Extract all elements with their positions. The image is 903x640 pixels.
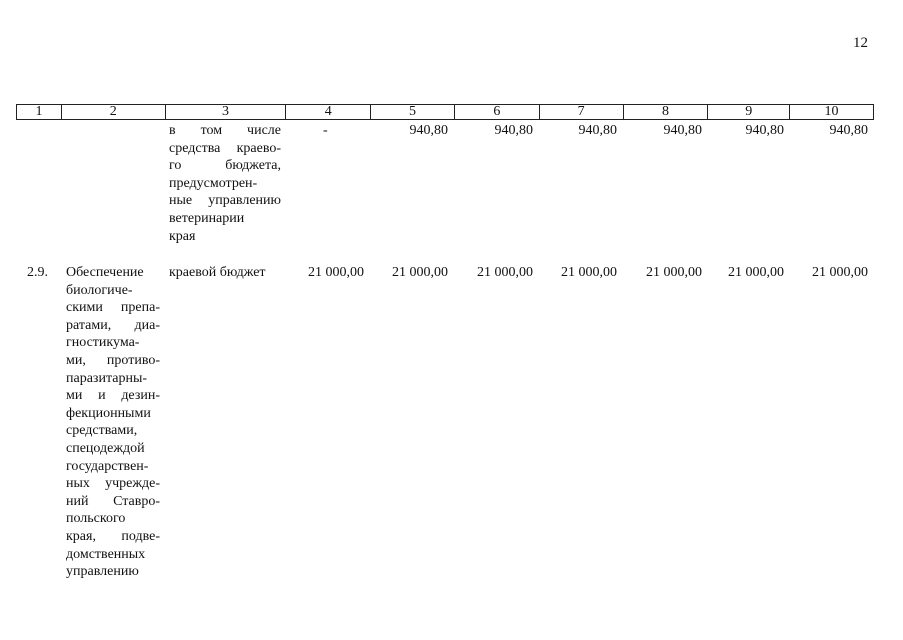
text-line: биологиче- (66, 282, 133, 298)
value-cell: - (323, 123, 328, 138)
value-cell: 940,80 (663, 123, 702, 138)
value-cell: 940,80 (745, 123, 784, 138)
text-line: скими препа- (66, 300, 160, 316)
text-line: в том числе (169, 123, 281, 138)
text-line: средствами, (66, 423, 138, 439)
text-line: края (169, 228, 196, 244)
value-cell: 940,80 (409, 123, 448, 138)
header-cell: 6 (454, 105, 539, 119)
value-cell: 21 000,00 (308, 265, 364, 280)
value-cell: 940,80 (829, 123, 868, 138)
header-cell: 5 (370, 105, 454, 119)
text-line: средства краево- (169, 140, 281, 156)
text-line: Обеспечение (66, 265, 144, 280)
row-number: 2.9. (27, 265, 48, 280)
row-source-cell (169, 122, 281, 245)
text-line: ми и дезин- (66, 388, 160, 404)
text-line: го бюджета, (169, 158, 281, 174)
text-line: гностикума- (66, 335, 140, 351)
value-cell: 940,80 (578, 123, 617, 138)
value-cell: 21 000,00 (728, 265, 784, 280)
text-line: предусмотрен- (169, 175, 258, 191)
header-cell: 9 (707, 105, 789, 119)
text-line: домственных (66, 546, 146, 562)
value-cell: 21 000,00 (561, 265, 617, 280)
header-cell: 1 (35, 104, 43, 119)
text-line: ных учрежде- (66, 476, 160, 492)
text-line: ратами, диа- (66, 317, 160, 333)
value-cell: 940,80 (494, 123, 533, 138)
text-line: паразитарны- (66, 370, 148, 386)
text-line: польского (66, 511, 126, 527)
text-line: управлению (66, 564, 139, 580)
value-cell: 21 000,00 (477, 265, 533, 280)
row-source-cell (169, 264, 266, 282)
row-name-cell (66, 264, 160, 581)
text-line: ветеринарии (169, 210, 245, 226)
value-cell: 21 000,00 (646, 265, 702, 280)
text-line: краевой бюджет (169, 265, 266, 280)
table-header-row (16, 104, 874, 120)
header-cell: 8 (623, 105, 708, 119)
text-line: края, подве- (66, 528, 160, 544)
text-line: спецодеждой (66, 440, 145, 456)
text-line: ми, противо- (66, 352, 160, 368)
value-cell: 21 000,00 (392, 265, 448, 280)
header-cell: 10 (789, 105, 873, 119)
page-number: 12 (853, 35, 868, 51)
value-cell: 21 000,00 (812, 265, 868, 280)
header-cell: 4 (285, 105, 370, 119)
text-line: ний Ставро- (66, 493, 160, 509)
text-line: государствен- (66, 458, 149, 474)
header-cell: 7 (539, 105, 623, 119)
header-cell: 2 (61, 105, 165, 119)
text-line: фекционными (66, 405, 151, 421)
text-line: ные управлению (169, 193, 281, 209)
header-cell: 3 (165, 105, 286, 119)
